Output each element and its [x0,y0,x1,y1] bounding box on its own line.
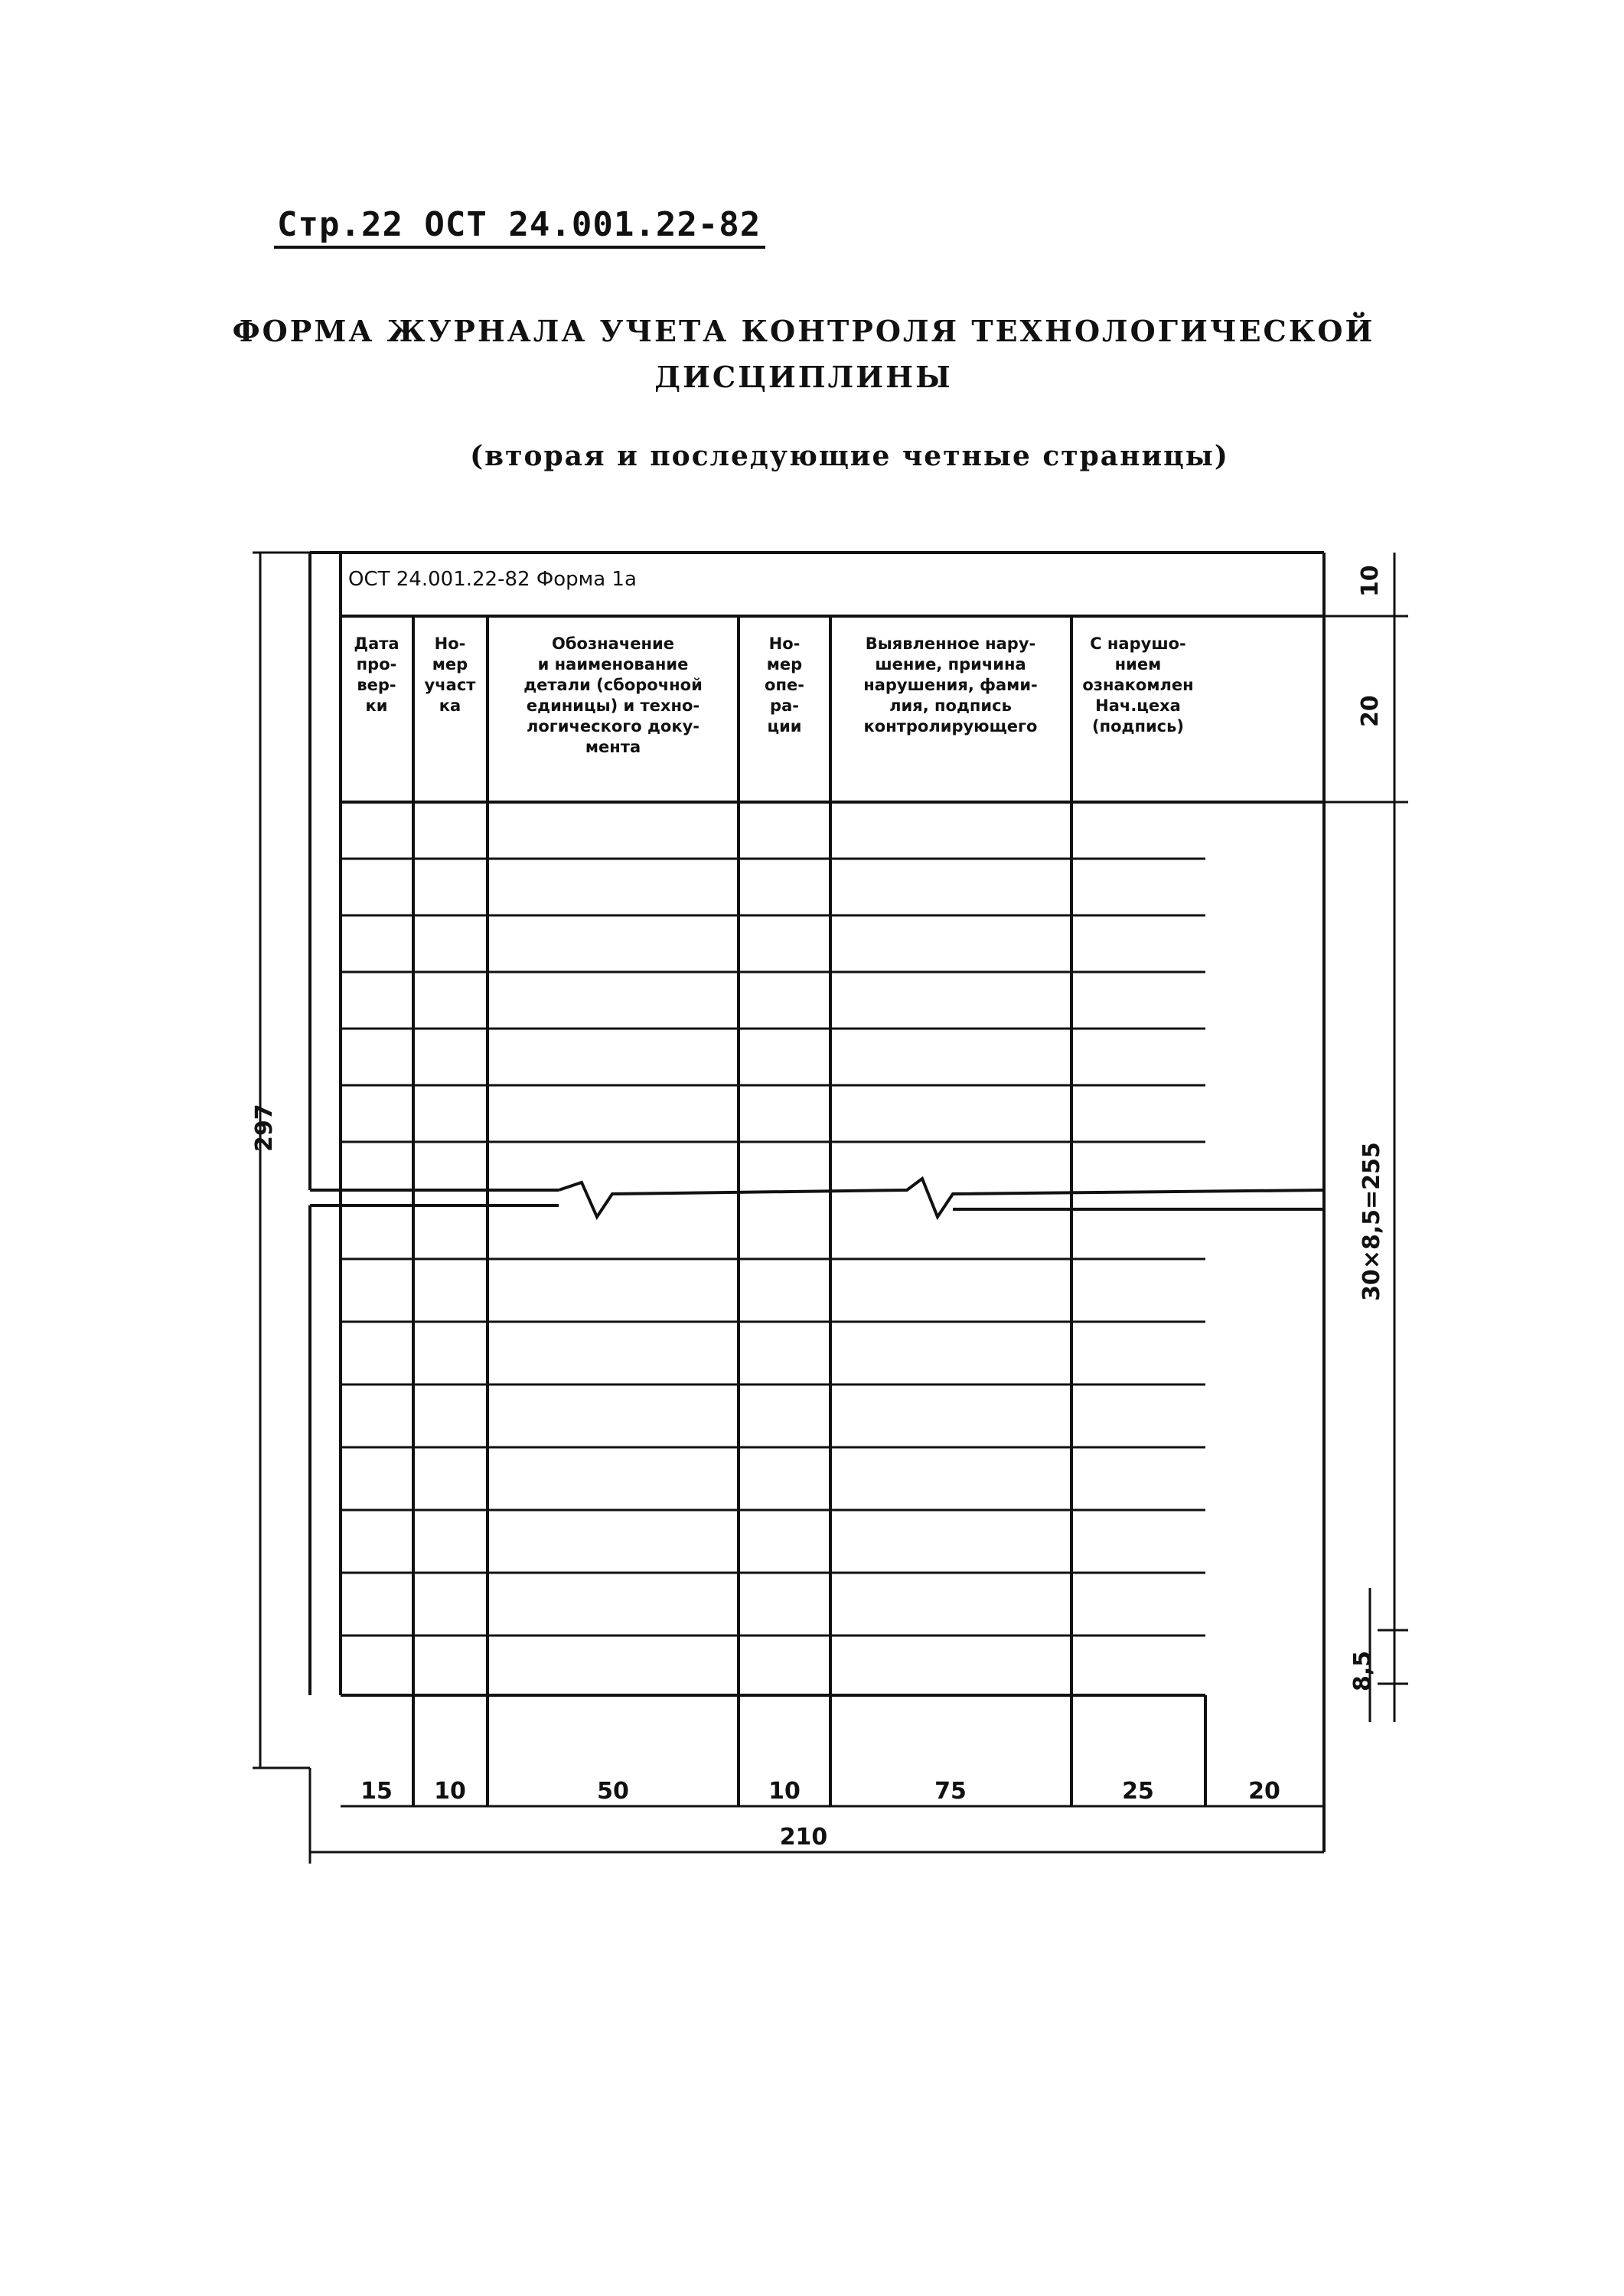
dim-bottom-1: 15 [360,1778,393,1805]
header-col-5-line-5: контролирующего [863,717,1038,735]
dim-297: 297 [251,1104,278,1152]
header-col-6-line-3: ознакомлен [1082,676,1194,694]
header-col-6-line-2: нием [1114,655,1162,673]
dim-210: 210 [779,1824,828,1851]
header-col-2-line-3: участ [424,676,476,694]
header-col-4-line-4: ра- [770,696,799,715]
heading-line-2: ДИСЦИПЛИНЫ [654,360,953,394]
header-col-1-line-4: ки [365,696,388,715]
row-lines-lower [341,1259,1205,1636]
break-zigzag-upper [559,1179,1324,1217]
dim-bottom-2: 10 [434,1778,466,1805]
header-col-3-line-1: Обозначение [552,634,674,653]
header-col-6-line-4: Нач.цеха [1095,696,1181,715]
header-col-3-line-5: логического доку- [526,717,700,735]
dim-bottom-6: 25 [1122,1778,1154,1805]
header-col-4-line-1: Но- [768,634,801,653]
header-col-1-line-3: вер- [357,676,396,694]
header-columns [354,634,1193,756]
bottom-dimensions [360,1778,1280,1805]
dim-bottom-7: 20 [1248,1778,1280,1805]
header-col-2-line-2: мер [432,655,468,673]
header-col-3-line-4: единицы) и техно- [526,696,700,715]
header-col-6-line-1: С нарушо- [1090,634,1186,653]
dim-bottom-4: 10 [768,1778,801,1805]
header-col-5-line-3: нарушения, фами- [863,676,1038,694]
header-col-1-line-2: про- [356,655,397,673]
header-col-6-line-5: (подпись) [1091,717,1185,735]
header-col-2-line-4: ка [439,696,461,715]
dim-bottom-3: 50 [597,1778,629,1805]
header-col-4-line-5: ции [767,717,802,735]
page-reference: Стр.22 ОСТ 24.001.22-82 [274,205,765,249]
dim-right-header: 20 [1357,695,1384,727]
heading-subtitle: (вторая и последующие четные страницы) [470,440,1229,472]
header-col-3-line-2: и наименование [537,655,689,673]
header-col-3-line-3: детали (сборочной [523,676,703,694]
row-lines-upper [341,859,1205,1142]
header-col-5-line-4: лия, подпись [889,696,1012,715]
dim-right-rows: 30×8,5=255 [1358,1142,1385,1301]
header-col-5-line-2: шение, причина [875,655,1026,673]
header-col-1-line-1: Дата [354,634,399,653]
header-col-4-line-2: мер [766,655,803,673]
form-label: ОСТ 24.001.22-82 Форма 1а [348,568,637,591]
dim-row-pitch: 8,5 [1349,1650,1376,1691]
header-col-3-line-6: мента [585,738,641,756]
heading-line-1: ФОРМА ЖУРНАЛА УЧЕТА КОНТРОЛЯ ТЕХНОЛОГИЧЕСКОЙ [232,314,1375,348]
dim-right-top: 10 [1357,565,1384,597]
header-col-2-line-1: Но- [434,634,466,653]
dim-bottom-5: 75 [934,1778,967,1805]
header-col-5-line-1: Выявленное нару- [865,634,1036,653]
header-col-4-line-3: опе- [765,676,804,694]
